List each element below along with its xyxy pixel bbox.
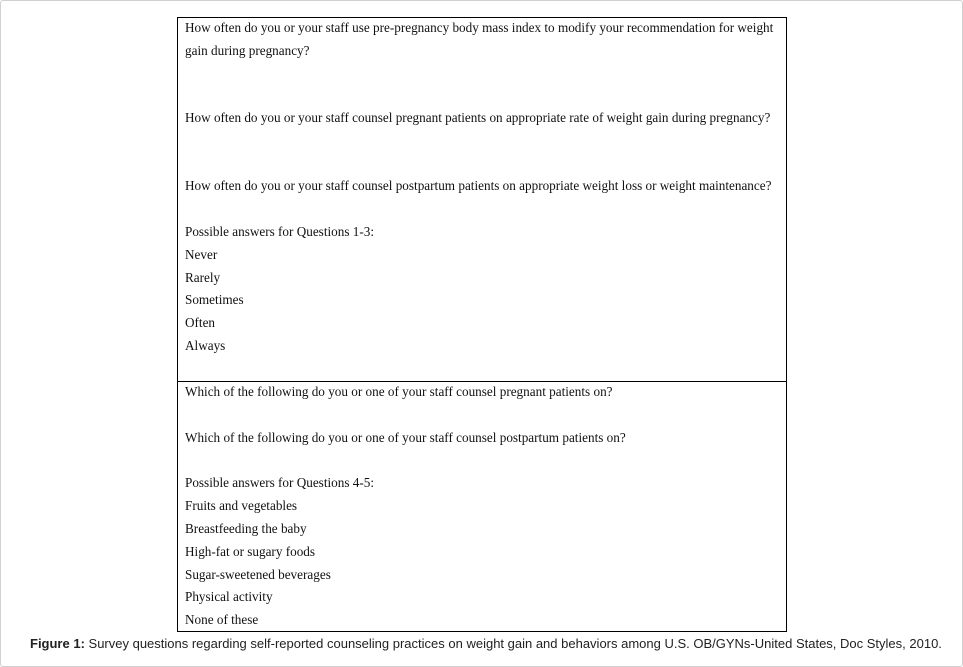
answer-option: None of these: [185, 612, 259, 627]
survey-table: [177, 17, 787, 632]
answer-option: Sometimes: [185, 292, 244, 307]
answer-option: Breastfeeding the baby: [185, 521, 307, 536]
question-2: How often do you or your staff counsel pregnant patients on appropriate rate of weight gain during pregnancy?: [185, 110, 771, 125]
figure-caption-label: Figure 1:: [30, 636, 85, 651]
question-3: How often do you or your staff counsel postpartum patients on appropriate weight loss or weight maintenance?: [185, 178, 772, 193]
question-1-line-1: How often do you or your staff use pre-pregnancy body mass index to modify your recommendation for weight: [185, 20, 774, 35]
answer-option: Fruits and vegetables: [185, 498, 298, 513]
question-5: Which of the following do you or one of your staff counsel postpartum patients on?: [185, 430, 626, 445]
figure-caption-text: Survey questions regarding self-reported counseling practices on weight gain and behaviors among U.S. OB/GYNs-United States, Doc Styles, 2010.: [84, 636, 942, 651]
answer-option: Rarely: [185, 270, 221, 285]
question-4: Which of the following do you or one of your staff counsel pregnant patients on?: [185, 384, 613, 399]
answer-option: High-fat or sugary foods: [185, 544, 316, 559]
question-1-line-2: gain during pregnancy?: [185, 43, 310, 58]
survey-section-questions-1-3: [178, 18, 786, 382]
answer-option: Never: [185, 247, 218, 262]
answers-4-5-heading: Possible answers for Questions 4-5:: [185, 475, 375, 490]
survey-section-questions-4-5: [178, 382, 786, 632]
answer-option: Sugar-sweetened beverages: [185, 567, 331, 582]
answers-1-3-heading: Possible answers for Questions 1-3:: [185, 224, 375, 239]
answer-option: Always: [185, 338, 226, 353]
answer-option: Physical activity: [185, 589, 273, 604]
answer-option: Often: [185, 315, 216, 330]
figure-caption: [30, 636, 940, 651]
